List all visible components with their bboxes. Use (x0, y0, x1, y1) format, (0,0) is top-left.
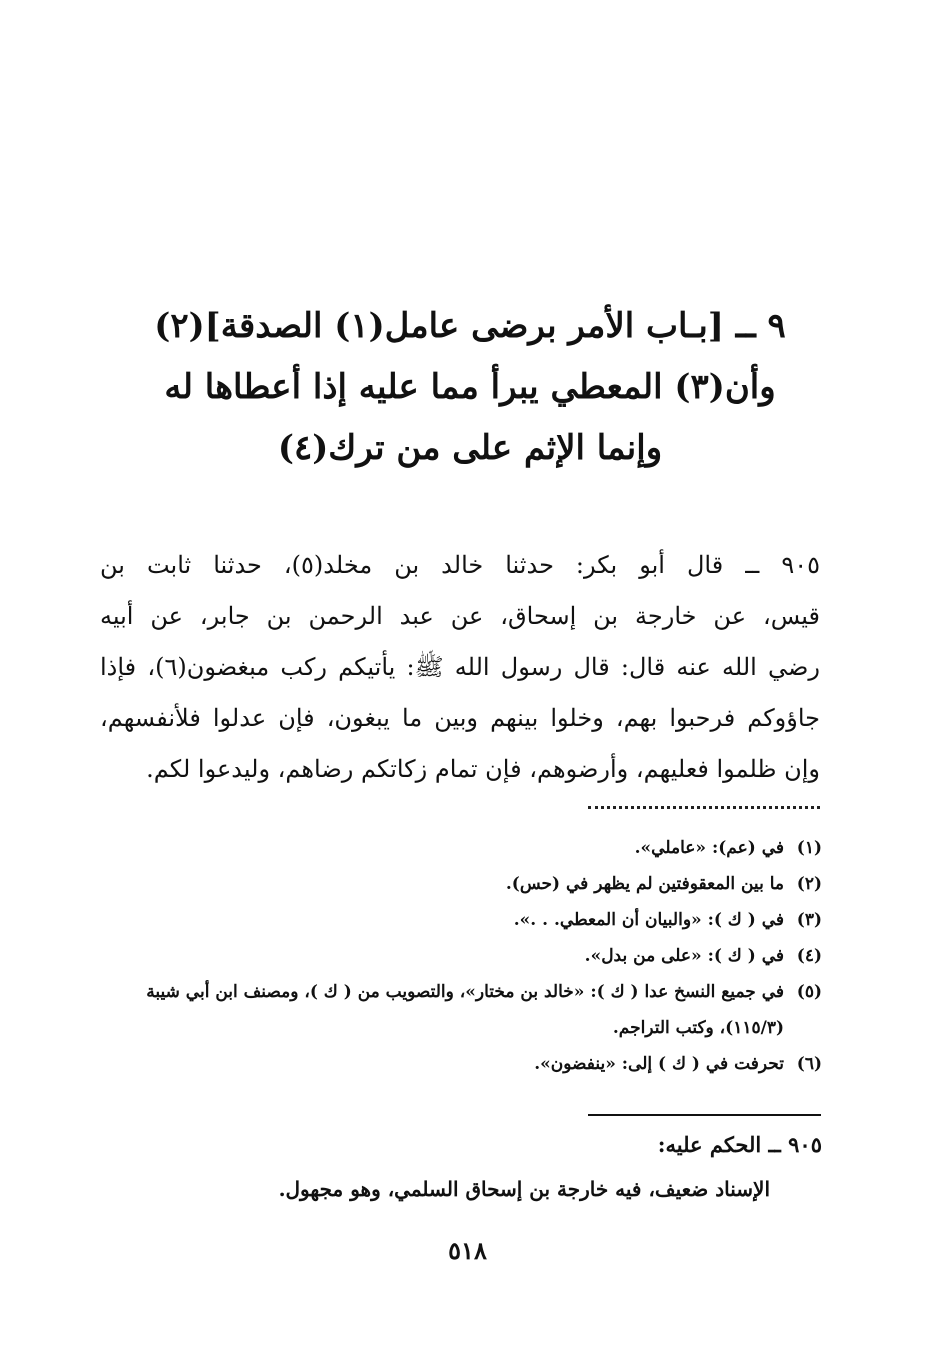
footnote-text: في جميع النسخ عدا ( ك ): «خالد بن مختار»، والتصويب من ( ك )، ومصنف ابن أبي شيبة (١١٥/٣)، وكتب التراجم. (146, 982, 784, 1038)
page-number: ٥١٨ (448, 1236, 487, 1265)
hadith-line: جاؤوكم فرحبوا بهم، وخلوا بينهم وبين ما يبغون، فإن عدلوا فلأنفسهم، (100, 704, 820, 732)
hadith-text (100, 540, 820, 795)
ruling-title: ٩٠٥ ــ الحكم عليه: (657, 1132, 822, 1157)
footnote-item (100, 1046, 822, 1082)
footnote-number: (١) (796, 838, 822, 858)
footnote-text: ما بين المعقوفتين لم يظهر في (حس). (505, 874, 784, 894)
footnote-item (100, 830, 822, 866)
heading-line-2: وأن(٣) المعطي يبرأ مما عليه إذا أعطاها له (164, 367, 776, 407)
footnote-item (100, 902, 822, 938)
footnote-text: في (عم): «عاملي». (634, 838, 784, 858)
hadith-line: وإن ظلموا فعليهم، وأرضوهم، فإن تمام زكاتكم رضاهم، وليدعوا لكم. (146, 755, 820, 783)
footnote-number: (٢) (796, 874, 822, 894)
footnote-item (100, 866, 822, 902)
footnote-number: (٤) (796, 946, 822, 966)
hadith-line: ٩٠٥ ــ قال أبو بكر: حدثنا خالد بن مخلد(٥)، حدثنا ثابت بن (100, 551, 820, 579)
hadith-line: قيس، عن خارجة بن إسحاق، عن عبد الرحمن بن جابر، عن أبيه (100, 602, 820, 630)
heading-line-1: ٩ ــ [بـاب الأمر برضى عامل(١) الصدقة](٢) (154, 306, 786, 346)
footnote-text: في ( ك ): «والبيان أن المعطي. . .». (513, 910, 784, 930)
footnote-number: (٣) (796, 910, 822, 930)
heading-line-3: وإنما الإثم على من ترك(٤) (277, 428, 663, 468)
chapter-heading (150, 296, 790, 479)
ruling-separator (588, 1114, 821, 1116)
footnote-separator (588, 806, 820, 809)
footnotes (100, 830, 822, 1082)
footnote-item (100, 938, 822, 974)
footnote-item (100, 974, 822, 1046)
footnote-number: (٦) (796, 1054, 822, 1074)
ruling-text: الإسناد ضعيف، فيه خارجة بن إسحاق السلمي، وهو مجهول. (278, 1177, 770, 1201)
footnote-number: (٥) (796, 982, 822, 1002)
footnote-text: في ( ك ): «على من بدل». (584, 946, 784, 966)
hadith-line: رضي الله عنه قال: قال رسول الله ﷺ: يأتيكم ركب مبغضون(٦)، فإذا (100, 653, 820, 681)
footnote-text: تحرفت في ( ك ) إلى: «ينفضون». (534, 1054, 784, 1074)
